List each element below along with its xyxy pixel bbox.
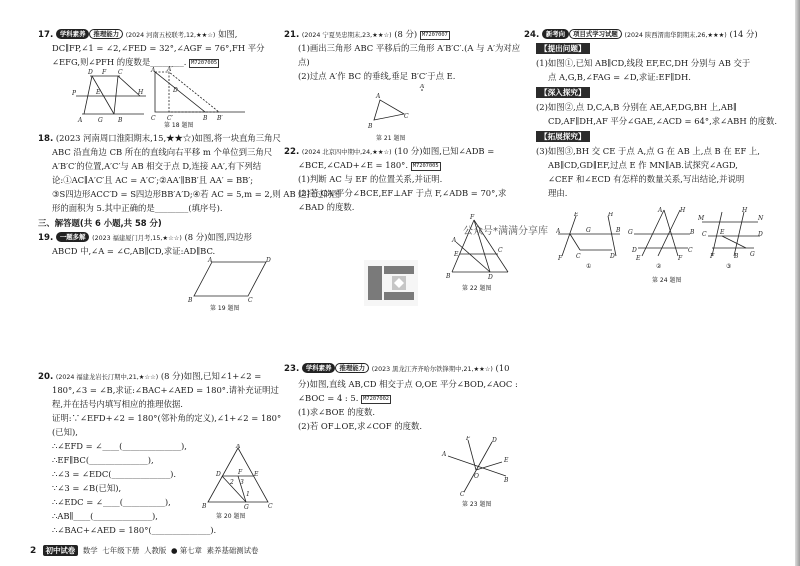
svg-text:C: C <box>688 247 693 254</box>
q20-line-12: ∴∠BAC+∠AED = 180°(______________). <box>52 525 217 535</box>
svg-text:F: F <box>710 253 715 260</box>
q19-text: (8 分)如图,四边形 <box>184 232 252 242</box>
svg-text:B′: B′ <box>217 115 223 122</box>
svg-text:D: D <box>488 274 493 280</box>
q18-line-1 <box>38 132 281 146</box>
q22-line-1 <box>284 145 494 159</box>
svg-text:C: C <box>576 253 581 260</box>
q23-text: (10 <box>495 363 510 373</box>
q17-line-1 <box>38 28 237 42</box>
q20-line-2: 180°,∠3 = ∠B,求证:∠BAC+∠AED = 180°.请补充证明过 <box>52 385 279 395</box>
svg-text:E: E <box>454 251 459 258</box>
q21-code: M7207007 <box>421 32 448 38</box>
svg-text:B: B <box>734 253 739 260</box>
svg-text:A: A <box>658 207 663 214</box>
footer-title: 素养基础测试卷 <box>206 546 259 555</box>
q24-section-ask: 【提出问题】 <box>536 43 590 54</box>
q19-tag: 一题多解 <box>56 232 90 242</box>
svg-text:B: B <box>188 297 193 304</box>
q18-caption: 第 18 题图 <box>164 122 194 129</box>
q24-line-9: 理由. <box>548 188 568 198</box>
svg-text:B: B <box>616 227 621 234</box>
svg-text:E: E <box>504 457 509 464</box>
footer-edition: 人教版 <box>144 546 167 555</box>
svg-text:D: D <box>266 257 271 264</box>
q21-number: 21. <box>284 30 300 40</box>
q19-source: (2023 福建厦门月考,15,★☆☆) <box>92 235 182 242</box>
svg-text:D: D <box>758 231 763 238</box>
q22-line-4: (2)若 CA 平分∠BCE,EF⊥AF 于点 F,∠ADB = 70°,求 <box>298 188 507 198</box>
q20-text: (8 分)如图,已知∠1+∠2 = <box>160 371 262 381</box>
q23-line-1 <box>284 362 509 376</box>
svg-text:D: D <box>610 253 615 260</box>
svg-text:H: H <box>138 89 144 96</box>
q21-line-3: 点) <box>298 57 310 67</box>
svg-text:O: O <box>474 473 479 480</box>
svg-text:B: B <box>446 273 451 280</box>
svg-text:A′: A′ <box>420 84 426 90</box>
svg-text:B: B <box>202 503 207 510</box>
watermark-text: 公众号*满满分享库 <box>463 226 548 237</box>
q18-line-5: ③S四边形ACC′D = S四边形BB′A′D;④若 AC = 5,m = 2,则 AB 边扫过的图 <box>52 189 341 199</box>
q24-source: (2024 陕西渭南华阴期末,26,★★★) <box>624 32 727 39</box>
svg-text:E: E <box>574 212 579 218</box>
q20-line-8: ∴∠3 = ∠EDC(______________). <box>52 469 177 479</box>
q20-line-6: ∴∠EFD = ∠____(______________), <box>52 441 187 451</box>
q18-line-3: A′B′C′的位置,A′C′与 AB 相交于点 D,连接 AA′,有下列结 <box>52 161 262 171</box>
svg-text:P: P <box>72 90 77 97</box>
svg-text:D: D <box>216 471 221 478</box>
page-number: 2 <box>30 546 37 556</box>
q24-number: 24. <box>524 30 540 40</box>
svg-text:D: D <box>173 87 178 94</box>
q21-line-1 <box>284 28 450 42</box>
svg-text:2: 2 <box>230 479 234 486</box>
svg-text:C: C <box>118 69 123 76</box>
q19-line-2: ABCD 中,∠A = ∠C,AB∥CD,求证:AD∥BC. <box>52 246 216 256</box>
q20-line-5: (已知), <box>52 427 78 437</box>
q22-line-2 <box>298 159 441 172</box>
svg-text:A: A <box>236 444 241 450</box>
q20-line-3: 程,并在括号内填写相应的推理依据. <box>52 399 183 409</box>
q21-line-4: (2)过点 A′作 BC 的垂线,垂足 B′C′于点 E. <box>298 71 456 81</box>
publisher-logo-icon <box>362 258 420 308</box>
q17-text: 如图, <box>218 29 238 39</box>
q18-figure <box>145 66 255 124</box>
q24-tag2: 项目式学习试题 <box>569 29 622 39</box>
q20-line-9: ∵∠3 = ∠B(已知), <box>52 483 122 493</box>
svg-text:C: C <box>151 115 156 122</box>
svg-text:E: E <box>636 255 641 260</box>
q23-line-3 <box>298 392 391 405</box>
q20-line-10: ∴∠EDC = ∠____(__________), <box>52 497 171 507</box>
svg-text:C: C <box>268 503 273 510</box>
q22-source: (2024 北京四中期中,24,★★☆) <box>301 149 392 156</box>
svg-text:C: C <box>460 491 465 498</box>
svg-text:F: F <box>238 469 243 476</box>
q22-given: ∠BCE,∠CAD+∠E = 180°. <box>298 160 409 170</box>
q21-source: (2024 宁夏吴忠期末,23,★★☆) <box>301 32 392 39</box>
svg-text:B: B <box>118 117 123 124</box>
q19-line-1 <box>38 231 252 245</box>
q21-caption: 第 21 题图 <box>376 135 406 142</box>
svg-text:E: E <box>96 89 101 96</box>
q24-label-3: ③ <box>726 263 732 270</box>
q18-line-4: 论:①AC∥A′C′且 AC = A′C′;②AA′∥BB′且 AA′ = BB′; <box>52 175 254 185</box>
q24-heading-2 <box>536 86 590 99</box>
q24-caption: 第 24 题图 <box>652 277 682 284</box>
svg-text:B: B <box>504 477 509 484</box>
q18-number: 18. <box>38 134 54 144</box>
q24-line-5: CD,AF∥DH,AF 平分∠GAE,∠ACD = 64°,求∠ABH 的度数. <box>548 116 778 126</box>
page-edge-shadow <box>795 0 800 566</box>
q23-number: 23. <box>284 364 300 374</box>
q22-line-5: ∠BAD 的度数. <box>298 202 355 212</box>
q20-number: 20. <box>38 372 54 382</box>
q22-number: 22. <box>284 147 300 157</box>
svg-text:A: A <box>376 93 381 100</box>
svg-text:F: F <box>466 436 471 442</box>
svg-text:A: A <box>556 228 561 235</box>
q24-line-4: (2)如图②,点 D,C,A,B 分别在 AE,AF,DG,BH 上,AB∥ <box>536 102 737 112</box>
q19-caption: 第 19 题图 <box>210 305 240 312</box>
q20-figure <box>202 444 274 510</box>
q19-number: 19. <box>38 233 54 243</box>
svg-text:F: F <box>678 255 683 260</box>
q24-figure-1 <box>556 212 624 260</box>
q20-line-1 <box>38 370 261 384</box>
q17-tag: 学科素养 <box>56 29 90 39</box>
svg-text:C: C <box>498 247 503 254</box>
svg-text:A: A <box>452 237 457 244</box>
q24-figure-3 <box>698 206 764 260</box>
svg-text:A: A <box>78 117 83 124</box>
q20-line-7: ∴EF∥BC(______________), <box>52 455 154 465</box>
q17-line-2: DC∥FP,∠1 = ∠2,∠FED = 32°,∠AGF = 76°,FH 平分 <box>52 43 265 53</box>
q23-ratio: ∠BOC = 4 : 5. <box>298 393 359 403</box>
q23-figure <box>440 436 512 498</box>
q24-section-extend: 【拓展探究】 <box>536 131 590 142</box>
q21-text: (8 分) <box>394 29 418 39</box>
svg-text:B: B <box>368 123 373 130</box>
svg-text:F: F <box>558 255 563 260</box>
svg-text:G: G <box>586 227 591 234</box>
svg-text:G: G <box>98 117 103 124</box>
page-footer: 2 初中试卷 数学 七年级下册 人教版 ● 第七章 素养基础测试卷 <box>30 546 259 556</box>
svg-text:A: A <box>442 451 447 458</box>
q23-tag: 学科素养 <box>302 363 336 373</box>
svg-text:N: N <box>758 215 764 222</box>
svg-text:M: M <box>698 215 705 222</box>
q17-question: ∠EFG,则∠PFH 的度数是________. <box>52 57 187 67</box>
q22-line-3: (1)判断 AC 与 EF 的位置关系,并证明. <box>298 174 443 184</box>
q23-code: M7207002 <box>363 396 390 402</box>
svg-text:F: F <box>470 214 475 221</box>
q20-line-11: ∴AB∥____(______________), <box>52 511 158 521</box>
svg-text:A: A <box>208 257 213 264</box>
q24-heading-3 <box>536 130 590 143</box>
q17-source: (2024 河南五校联考,12,★★☆) <box>125 32 216 39</box>
q24-line-3: 点 A,G,B,∠FAG = ∠D,求证:EF∥DH. <box>548 72 691 82</box>
footer-grade: 七年级下册 <box>102 546 140 555</box>
q18-line-6: 形的面积为 5.其中正确的是________(填序号). <box>52 203 223 213</box>
q17-code: M7207005 <box>191 60 218 66</box>
q22-code: M7207005 <box>412 163 439 169</box>
svg-text:C: C <box>404 113 409 120</box>
q24-label-1: ① <box>586 263 592 270</box>
svg-text:D: D <box>88 69 93 76</box>
q23-source: (2023 黑龙江齐齐哈尔铁锋期中,21,★★☆) <box>371 366 493 373</box>
svg-text:C: C <box>702 231 707 238</box>
q23-line-4: (1)求∠BOE 的度数. <box>298 407 375 417</box>
q23-tag2: 推理能力 <box>335 363 369 373</box>
svg-text:A: A <box>151 67 156 74</box>
q22-caption: 第 22 题图 <box>462 285 492 292</box>
svg-text:3: 3 <box>240 479 244 486</box>
section-heading: 三、解答题(共 6 小题,共 58 分) <box>38 218 162 228</box>
svg-text:F: F <box>102 69 107 76</box>
q21-line-2: (1)画出三角形 ABC 平移后的三角形 A′B′C′.(A 与 A′为对应 <box>298 43 521 53</box>
q17-number: 17. <box>38 30 54 40</box>
svg-text:E: E <box>720 229 725 236</box>
svg-text:1: 1 <box>246 491 250 498</box>
q23-line-5: (2)若 OF⊥OE,求∠COF 的度数. <box>298 421 423 431</box>
svg-text:A′: A′ <box>167 66 173 73</box>
svg-text:C: C <box>248 297 253 304</box>
svg-text:H: H <box>608 212 614 218</box>
q18-text: (2023 河南周口淮阳期末,15,★★☆)如图,将一块直角三角尺 <box>55 133 281 143</box>
q20-caption: 第 20 题图 <box>216 513 246 520</box>
q24-line-7: AB∥CD,GD∥EF,过点 E 作 MN∥AB.试探究∠AGD, <box>548 160 738 170</box>
q24-tag: 新考向 <box>542 29 569 39</box>
svg-text:C′: C′ <box>167 115 173 122</box>
q21-figure <box>364 84 436 132</box>
brand-badge: 初中试卷 <box>43 545 79 556</box>
q24-section-explore: 【深入探究】 <box>536 87 590 98</box>
svg-text:B: B <box>690 229 694 236</box>
q23-line-2: 分)如图,直线 AB,CD 相交于点 O,OE 平分∠BOD,∠AOC : <box>298 379 518 389</box>
q24-heading-1 <box>536 42 590 55</box>
q22-text: (10 分)如图,已知∠ADB = <box>394 146 495 156</box>
q24-line-1 <box>524 28 758 42</box>
q20-line-4: 证明:∵∠EFD+∠2 = 180°(邻补角的定义),∠1+∠2 = 180° <box>52 413 282 423</box>
svg-text:G: G <box>750 251 755 258</box>
svg-text:G: G <box>628 229 633 236</box>
q24-line-2: (1)如图①,已知 AB∥CD,线段 EF,EC,DH 分别与 AB 交于 <box>536 58 751 68</box>
footer-subject: 数学 <box>82 546 98 555</box>
q17-figure <box>72 68 148 124</box>
q24-label-2: ② <box>656 263 662 270</box>
q24-line-6: (3)如图③,BH 交 CE 于点 A,点 G 在 AB 上,点 B 在 EF 上, <box>536 146 760 156</box>
q19-figure <box>186 256 272 304</box>
svg-text:G: G <box>244 504 249 510</box>
footer-chapter: 第七章 <box>179 546 202 555</box>
q24-line-8: ∠CEF 和∠ECD 有怎样的数量关系,写出结论,并说明 <box>548 174 745 184</box>
svg-text:B: B <box>203 115 208 122</box>
q23-caption: 第 23 题图 <box>462 501 492 508</box>
svg-text:E: E <box>254 471 259 478</box>
q18-line-2: ABC 沿直角边 CB 所在的直线向右平移 m 个单位到三角尺 <box>52 147 273 157</box>
q24-figure-2 <box>628 206 694 260</box>
q17-tag2: 推理能力 <box>89 29 123 39</box>
svg-text:H: H <box>680 207 686 214</box>
svg-text:H: H <box>742 207 748 214</box>
q24-points: (14 分) <box>729 29 758 39</box>
svg-text:D: D <box>492 437 497 444</box>
svg-text:D: D <box>632 247 637 254</box>
q20-source: (2024 福建龙岩长汀期中,21,★☆☆) <box>55 374 159 381</box>
